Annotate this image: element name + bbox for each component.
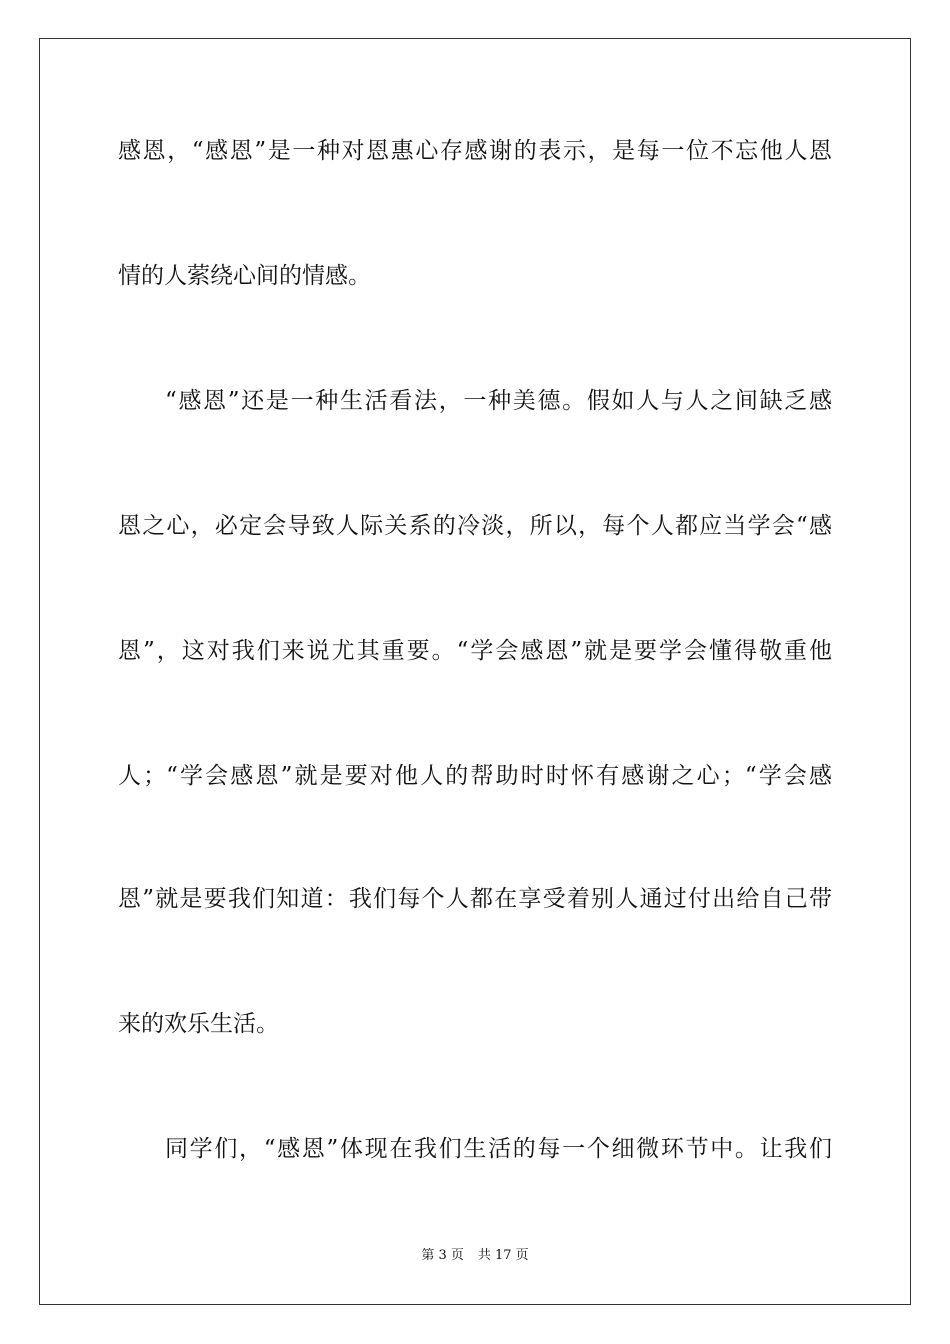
paragraph-line-5: 恩”，这对我们来说尤其重要。“学会感恩”就是要学会懂得敬重他 <box>118 638 832 664</box>
page-footer <box>0 1248 950 1264</box>
page-number: 第 3 页 <box>421 1248 464 1263</box>
paragraph-line-1: 感恩，“感恩”是一种对恩惠心存感谢的表示，是每一位不忘他人恩 <box>118 138 832 164</box>
paragraph-line-9: 同学们，“感恩”体现在我们生活的每一个细微环节中。让我们 <box>165 1136 832 1162</box>
paragraph-line-2: 情的人萦绕心间的情感。 <box>118 263 371 289</box>
paragraph-line-8: 来的欢乐生活。 <box>118 1011 279 1037</box>
page-frame <box>39 38 911 1305</box>
paragraph-line-3: “感恩”还是一种生活看法，一种美德。假如人与人之间缺乏感 <box>165 388 832 414</box>
paragraph-line-6: 人；“学会感恩”就是要对他人的帮助时时怀有感谢之心；“学会感 <box>118 763 832 789</box>
total-pages: 共 17 页 <box>477 1248 529 1263</box>
paragraph-line-4: 恩之心，必定会导致人际关系的冷淡，所以，每个人都应当学会“感 <box>118 513 832 539</box>
paragraph-line-7: 恩”就是要我们知道：我们每个人都在享受着别人通过付出给自己带 <box>118 886 832 912</box>
